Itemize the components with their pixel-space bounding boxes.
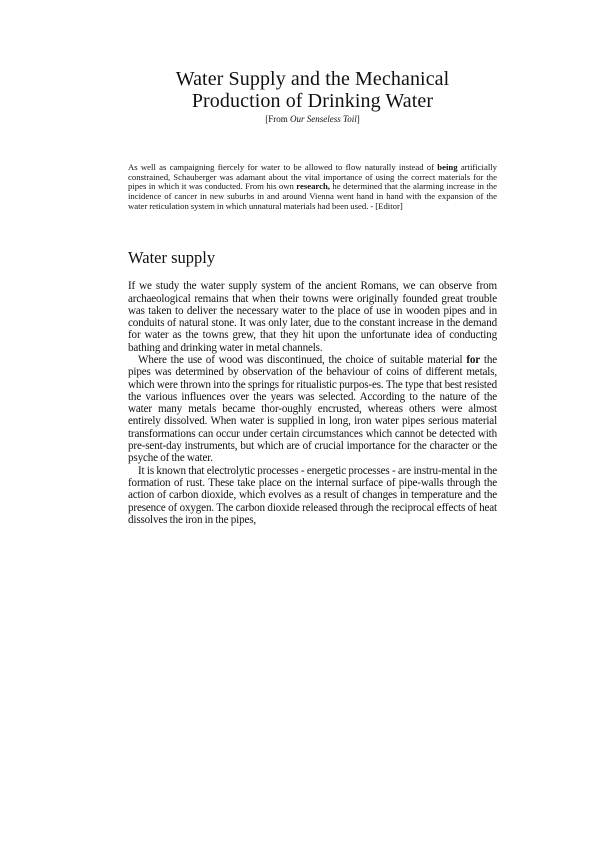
editor-intro	[128, 163, 497, 212]
document-page	[128, 68, 497, 526]
source-title: Our Senseless Toil	[290, 114, 357, 124]
article-source	[128, 114, 497, 125]
intro-text-1: As well as campaigning fiercely for water to be allowed to flow naturally instead of	[128, 162, 438, 172]
intro-text-3: he determined that the alarming increase in the incidence of cancer in new suburbs in and around Vienna went hand in hand with the expansion of the water reticulation system in which unnatural materials had been used. - [Editor]	[128, 181, 497, 211]
article-title-line-2: Production of Drinking Water	[191, 90, 434, 112]
source-prefix: [From	[265, 114, 291, 124]
source-suffix: ]	[356, 114, 360, 124]
article-title-line-1: Water Supply and the Mechanical	[175, 68, 450, 90]
paragraph-3: It is known that electrolytic processes - energetic processes - are instru-mental in the formation of rust. These take place on the internal surface of pipe-walls through the action of carbon dioxide, which evolves as a result of changes in temperature and the presence of oxygen. The carbon dioxide released through the reciprocal effects of heat dissolves the iron in the pipes,	[128, 464, 497, 526]
article-title	[128, 68, 497, 112]
paragraph-2-text-1: Where the use of wood was discontinued, the choice of suitable material	[138, 353, 467, 366]
paragraph-2	[128, 354, 497, 465]
section-heading: Water supply	[128, 247, 216, 267]
intro-bold-1: being	[437, 162, 458, 172]
section-body	[128, 280, 497, 526]
paragraph-2-bold: for	[466, 353, 481, 366]
intro-text-2: artificially constrained, Schauberger was adamant about the vital importance of using the correct materials for the pipes in which it was conducted. From his own	[128, 162, 497, 192]
paragraph-1: If we study the water supply system of the ancient Romans, we can observe from archaeological remains that when their towns were originally founded great trouble was taken to deliver the necessary water to the place of use in wooden pipes and in conduits of natural stone. It was only later, due to the constant increase in the demand for water as the towns grew, that they hit upon the unfortunate idea of conducting bathing and drinking water in metal channels.	[128, 280, 497, 354]
paragraph-2-text-2: the pipes was determined by observation of the behaviour of coins of different metals, which were thrown into the springs for ritualistic purpos-es. The type that best resisted the various influences over the years was selected. According to the nature of the water many metals became thor-oughly encrusted, whereas others were almost entirely dissolved. When water is supplied in long, iron water pipes serious material transformations can occur under certain circumstances which cannot be detected with pre-sent-day instruments, but which are of crucial importance for the character or the psyche of the water.	[128, 353, 497, 465]
intro-bold-2: research,	[296, 181, 330, 192]
